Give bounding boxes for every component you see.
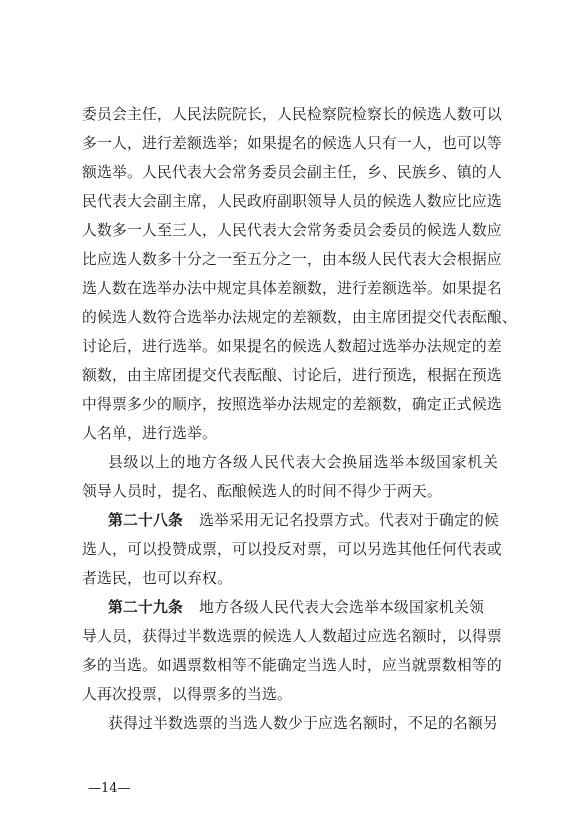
text-line: 人数多一人至三人，人民代表大会常务委员会委员的候选人数应 <box>82 222 502 239</box>
text-line: 人名单，进行选举。 <box>82 425 217 442</box>
text-line: 人再次投票，以得票多的当选。 <box>82 686 292 703</box>
text-line: 讨论后，进行选举。如果提名的候选人数超过选举办法规定的差 <box>82 338 502 355</box>
page-number: —14— <box>88 781 131 796</box>
text-line: 中得票多少的顺序，按照选举办法规定的差额数，确定正式候选 <box>82 396 502 413</box>
text-line: 领导人员时，提名、酝酿候选人的时间不得少于两天。 <box>82 483 442 500</box>
article-29-heading: 第二十九条 <box>108 599 183 616</box>
article-29-first-line <box>108 597 498 619</box>
text-line: 县级以上的地方各级人民代表大会换届选举本级国家机关 <box>108 454 498 471</box>
article-28-heading: 第二十八条 <box>108 512 183 529</box>
article-29-text: 地方各级人民代表大会选举本级国家机关领 <box>199 599 484 616</box>
text-line: 导人员，获得过半数选票的候选人人数超过应选名额时，以得票 <box>82 628 502 645</box>
text-line: 民代表大会副主席，人民政府副职领导人员的候选人数应比应选 <box>82 193 502 210</box>
text-line: 比应选人数多十分之一至五分之一，由本级人民代表大会根据应 <box>82 251 502 268</box>
text-line: 选人，可以投赞成票，可以投反对票，可以另选其他任何代表或 <box>82 541 502 558</box>
text-line: 额选举。人民代表大会常务委员会副主任，乡、民族乡、镇的人 <box>82 164 502 181</box>
text-line: 委员会主任，人民法院院长，人民检察院检察长的候选人数可以 <box>82 106 502 123</box>
text-line: 的候选人数符合选举办法规定的差额数，由主席团提交代表酝酿、 <box>82 309 517 326</box>
text-line: 者选民，也可以弃权。 <box>82 570 232 587</box>
text-line: 多的当选。如遇票数相等不能确定当选人时，应当就票数相等的 <box>82 657 502 674</box>
article-28-text: 选举采用无记名投票方式。代表对于确定的候 <box>199 512 499 529</box>
text-line: 额数，由主席团提交代表酝酿、讨论后，进行预选，根据在预选 <box>82 367 502 384</box>
article-28-first-line <box>108 510 498 532</box>
text-line: 获得过半数选票的当选人数少于应选名额时，不足的名额另 <box>108 715 498 732</box>
text-line: 多一人，进行差额选举；如果提名的候选人只有一人，也可以等 <box>82 135 502 152</box>
text-line: 选人数在选举办法中规定具体差额数，进行差额选举。如果提名 <box>82 280 502 297</box>
